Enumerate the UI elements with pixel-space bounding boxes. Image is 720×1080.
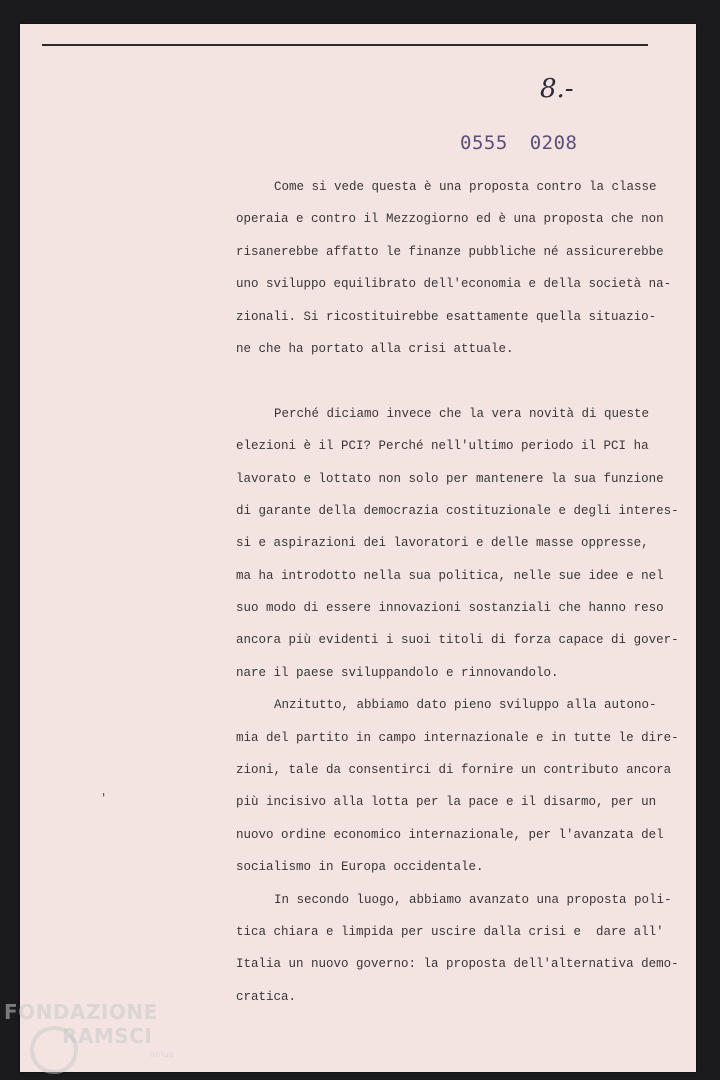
text-line: si e aspirazioni dei lavoratori e delle masse oppresse, xyxy=(236,536,649,551)
text-line: mia del partito in campo internazionale e in tutte le dire- xyxy=(236,730,679,745)
text-line: lavorato e lottato non solo per mantenere la sua funzione xyxy=(236,471,664,486)
body-text xyxy=(236,171,679,1013)
text-line: zioni, tale da consentirci di fornire un contributo ancora xyxy=(236,763,672,778)
text-line: Come si vede questa è una proposta contro la classe xyxy=(274,180,657,194)
document-page xyxy=(20,24,696,1072)
text-line: suo modo di essere innovazioni sostanziali che hanno reso xyxy=(236,601,664,616)
watermark-line1: FONDAZIONE xyxy=(4,1000,158,1024)
text-line: Italia un nuovo governo: la proposta dell'alternativa demo- xyxy=(236,957,679,972)
text-line: nare il paese sviluppandolo e rinnovandolo. xyxy=(236,665,559,680)
text-line: zionali. Si ricostituirebbe esattamente quella situazio- xyxy=(236,309,657,324)
text-line: Anzitutto, abbiamo dato pieno sviluppo alla autono- xyxy=(274,698,657,713)
text-line: operaia e contro il Mezzogiorno ed è una proposta che non xyxy=(236,212,664,227)
text-line: elezioni è il PCI? Perché nell'ultimo periodo il PCI ha xyxy=(236,439,649,454)
text-line: Perché diciamo invece che la vera novità di queste xyxy=(274,406,650,421)
text-line: risanerebbe affatto le finanze pubbliche né assicurerebbe xyxy=(236,244,664,259)
text-line: di garante della democrazia costituzionale e degli interes- xyxy=(236,503,679,518)
text-line: ma ha introdotto nella sua politica, nelle sue idee e nel xyxy=(236,568,664,583)
paragraph-gap xyxy=(236,365,656,397)
text-line: tica chiara e limpida per uscire dalla crisi e dare all' xyxy=(236,924,664,939)
top-rule xyxy=(42,44,648,46)
archive-number: 0555 0208 xyxy=(460,132,578,154)
text-line: ancora più evidenti i suoi titoli di forza capace di gover- xyxy=(236,633,679,648)
text-line: ne che ha portato alla crisi attuale. xyxy=(236,341,514,356)
text-line: nuovo ordine economico internazionale, per l'avanzata del xyxy=(236,827,664,842)
text-line: uno sviluppo equilibrato dell'economia e della società na- xyxy=(236,277,672,292)
page-number: 8.- xyxy=(540,74,574,104)
text-line: cratica. xyxy=(236,989,297,1004)
stray-ink-mark: ' xyxy=(102,791,106,805)
text-line: In secondo luogo, abbiamo avanzato una proposta poli- xyxy=(274,892,672,907)
text-line: più incisivo alla lotta per la pace e il disarmo, per un xyxy=(236,795,657,810)
watermark-line2: RAMSCI xyxy=(62,1024,153,1048)
watermark-line3: onlus xyxy=(150,1050,174,1059)
watermark-logo xyxy=(4,996,184,1080)
text-line: socialismo in Europa occidentale. xyxy=(236,860,484,875)
